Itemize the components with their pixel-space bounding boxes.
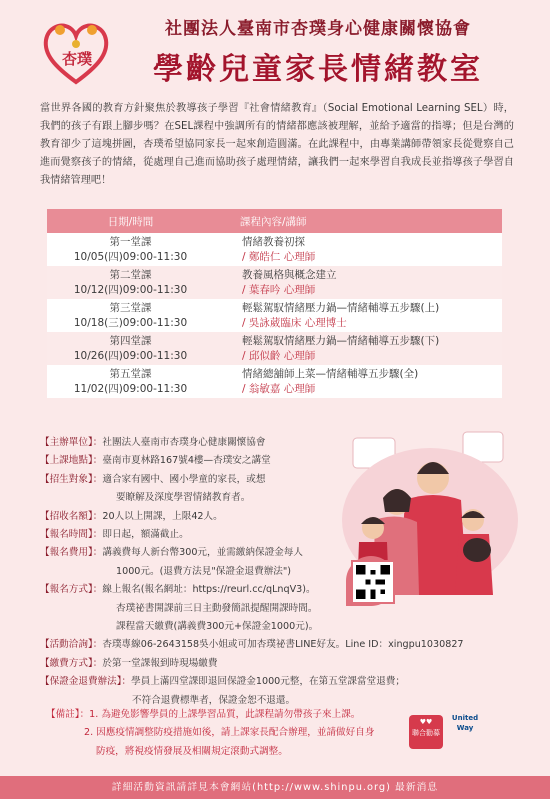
- sponsor-2-line2: Way: [456, 724, 474, 732]
- table-row: [47, 266, 502, 299]
- logo-text: 杏璞: [62, 50, 93, 68]
- note-row-1: [46, 706, 391, 724]
- session-course: [214, 299, 502, 332]
- table-row: [47, 233, 502, 266]
- organizer-row: [40, 434, 350, 452]
- event-info: [40, 434, 464, 710]
- schedule-header-row: [47, 209, 502, 233]
- course-teacher: / 翁敏嘉 心理師: [242, 382, 316, 395]
- table-row: [47, 365, 502, 398]
- fee-value: 講義費每人新台幣300元，並需繳納保證金每人: [102, 547, 303, 559]
- contact-value: 杏璞專線06-2643158吳小姐或可加杏璞祕書LINE好友。Line ID：xingpu1030827: [102, 639, 464, 651]
- method-value-cont: 杏璞祕書開課前三日主動發簡訊提醒開課時間。: [116, 602, 318, 614]
- session-time: 10/18(三)09:00-11:30: [73, 316, 188, 329]
- payment-label: 【繳費方式】：: [40, 657, 103, 669]
- method-value-cont2: 課程當天繳費(講義費300元+保證金1000元)。: [116, 621, 319, 633]
- audience-value-cont: 要瞭解及深度學習情緒教育者。: [116, 492, 251, 504]
- course-teacher: / 鄭皓仁 心理師: [242, 250, 316, 263]
- quota-row: [40, 508, 350, 526]
- sponsor-logo-united-fund: [409, 715, 443, 749]
- course-topic: 輕鬆駕馭情緒壓力鍋—情緒輔導五步驟(上): [242, 301, 440, 314]
- course-topic: 輕鬆駕馭情緒壓力鍋—情緒輔導五步驟(下): [242, 334, 440, 347]
- fee-label: 【報名費用】：: [40, 547, 103, 559]
- session-course: [214, 365, 502, 398]
- session-datetime: [47, 266, 214, 299]
- registration-qr-code[interactable]: [353, 562, 393, 602]
- deadline-label: 【報名時間】：: [40, 529, 103, 541]
- course-teacher: / 邱似齡 心理師: [242, 349, 316, 362]
- session-datetime: [47, 233, 214, 266]
- note-2: 2. 因應疫情調整防疫措施如後，請上課家長配合辦理，並請做好自身: [84, 727, 375, 739]
- heart-icon: ♥♥: [419, 718, 433, 726]
- method-label: 【報名方式】：: [40, 584, 103, 596]
- course-topic: 情緒教養初探: [242, 235, 305, 248]
- session-course: [214, 332, 502, 365]
- session-time: 10/26(四)09:00-11:30: [73, 349, 188, 362]
- sponsor-2-line1: United: [451, 714, 479, 722]
- sponsor-logo-united-way: [447, 713, 483, 749]
- notes-section: [46, 706, 391, 761]
- fee-value-cont: 1000元。(退費方法見"保證金退費辦法"): [116, 565, 292, 577]
- session-label: 第四堂課: [109, 334, 152, 347]
- session-time: 10/12(四)09:00-11:30: [73, 283, 188, 296]
- refund-row: [40, 673, 520, 691]
- sponsor-1-text: 聯合勸募: [412, 729, 440, 737]
- audience-value: 適合家有國中、國小學童的家長，或想: [102, 473, 266, 485]
- quota-label: 【招收名額】：: [40, 510, 103, 522]
- audience-label: 【招生對象】：: [40, 473, 103, 485]
- session-label: 第三堂課: [109, 301, 152, 314]
- session-label: 第二堂課: [109, 268, 152, 281]
- course-topic: 情緒總舖師上菜—情緒輔導五步驟(全): [242, 367, 419, 380]
- session-course: [214, 266, 502, 299]
- association-logo: [40, 14, 112, 88]
- course-topic: 教養風格與概念建立: [242, 268, 337, 281]
- refund-label: 【保證金退費辦法】：: [40, 676, 132, 688]
- refund-value: 學員上滿四堂課即退回保證金1000元整，在第五堂課當堂退費；: [131, 676, 405, 688]
- contact-row: [40, 636, 520, 654]
- location-row: [40, 452, 350, 470]
- note-2-cont: 防疫，將視疫情發展及相關規定滾動式調整。: [96, 745, 288, 757]
- quota-value: 20人以上開課，上限42人。: [102, 510, 223, 522]
- refund-value-cont: 不符合退費標準者，保證金恕不退還。: [132, 694, 296, 706]
- location-label: 【上課地點】：: [40, 455, 103, 467]
- footer-bar: 詳細活動資訊請詳見本會網站(http://www.shinpu.org) 最新消息: [0, 776, 550, 799]
- session-datetime: [47, 299, 214, 332]
- note-1: 1. 為避免影響學員的上課學習品質，此課程請勿帶孩子來上課。: [89, 709, 361, 720]
- organization-name: 社團法人臺南市杏璞身心健康關懷協會: [165, 19, 471, 39]
- session-time: 10/05(四)09:00-11:30: [73, 250, 188, 263]
- audience-row: [40, 471, 350, 489]
- header-course: 課程內容/講師: [214, 209, 502, 233]
- fee-row: [40, 544, 350, 562]
- deadline-row: [40, 526, 350, 544]
- session-course: [214, 233, 502, 266]
- notes-label: 【備註】：: [46, 709, 90, 720]
- session-label: 第一堂課: [109, 235, 152, 248]
- schedule-table: [47, 209, 502, 398]
- location-value: 臺南市夏林路167號4樓—杏璞安之講堂: [102, 455, 271, 467]
- contact-label: 【活動洽詢】：: [40, 639, 103, 651]
- course-teacher: / 吳詠葳臨床 心理博士: [242, 316, 347, 329]
- session-datetime: [47, 365, 214, 398]
- method-row: [40, 581, 350, 599]
- session-datetime: [47, 332, 214, 365]
- session-label: 第五堂課: [109, 367, 152, 380]
- session-time: 11/02(四)09:00-11:30: [73, 382, 188, 395]
- method-value: 線上報名(報名網址：https://reurl.cc/qLnqV3)。: [102, 584, 316, 596]
- header-datetime: 日期/時間: [47, 209, 214, 233]
- organizer-value: 社團法人臺南市杏璞身心健康關懷協會: [102, 437, 266, 448]
- course-teacher: / 葉春吟 心理師: [242, 283, 316, 296]
- organizer-label: 【主辦單位】：: [40, 437, 103, 448]
- intro-paragraph: 當世界各國的教育方針聚焦於教導孩子學習『社會情緒教育』（Social Emotional Learning SEL）時，我們的孩子有跟上腳步嗎？在SEL課程中強調所有的情緒都應該被理解，並給予適當的指導；但是台灣的教育卻少了這塊拼圖，杏璞希望協同家長一起來創造圓滿。在此課程中，由專業講師帶領家長從覺察自己進而覺察孩子的情緒，從處理自己進而協助孩子處理情緒，讓我們一起來學習自我成長並指導孩子學習自我情緒管理吧！: [40, 103, 514, 186]
- payment-value: 於第一堂課報到時現場繳費: [102, 657, 218, 669]
- page-title: 學齡兒童家長情緒教室: [153, 52, 483, 87]
- table-row: [47, 299, 502, 332]
- table-row: [47, 332, 502, 365]
- payment-row: [40, 655, 350, 673]
- deadline-value: 即日起，額滿截止。: [102, 529, 189, 541]
